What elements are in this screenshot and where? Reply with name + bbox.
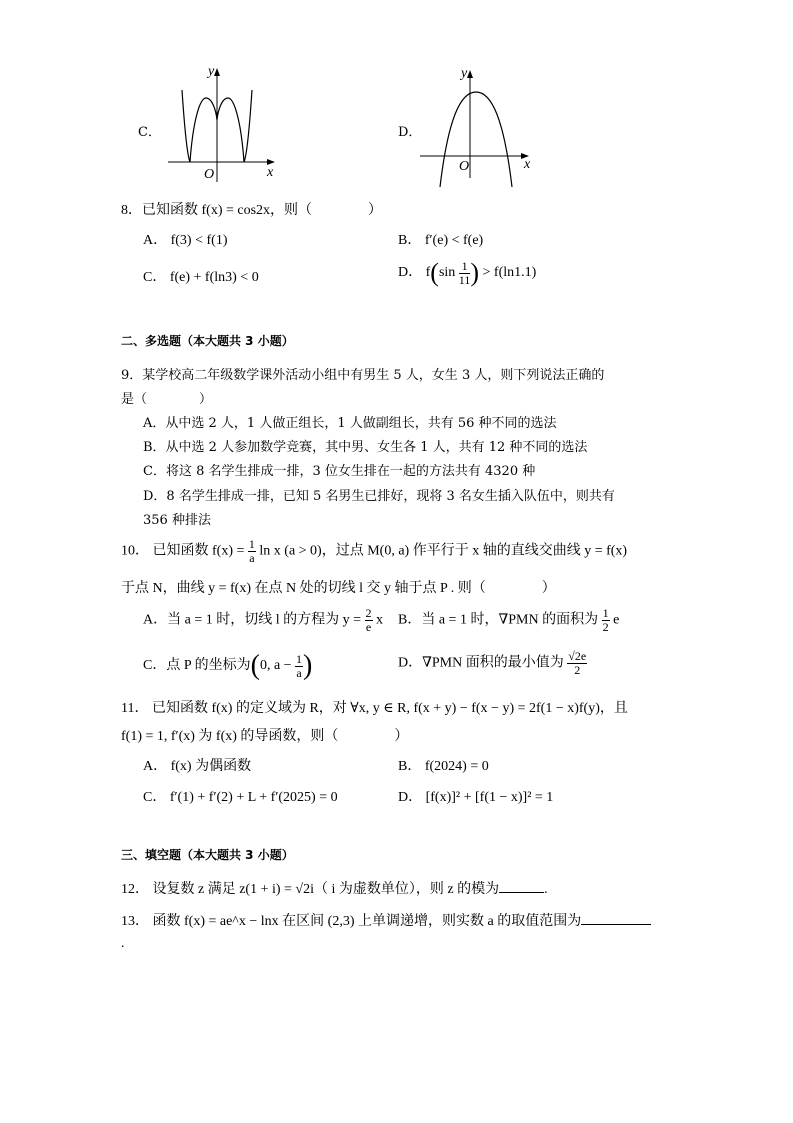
q9-option-d-line1: D．8 名学生排成一排，已知 5 名男生已排好，现将 3 名女生插入队伍中，则共有 [143,489,615,504]
graph-c [160,60,285,185]
section-2-title: 二、多选题（本大题共 3 小题） [121,334,294,348]
graph-d-origin: O [459,159,470,174]
q10-option-c: C．点 P 的坐标为(0, a − $\frac{1}{a}$ ) [143,650,313,681]
q8-option-a: A． f(3) < f(1) [143,233,228,248]
q12-text: 12． 设复数 z 满足 z(1 + i) = √2i（ i 为虚数单位），则 z 的模为 . [121,882,548,897]
section-3-title: 三、填空题（本大题共 3 小题） [121,848,294,862]
q9-option-a: A．从中选 2 人，1 人做正组长，1 人做副组长，共有 56 种不同的选法 [143,416,557,431]
q11-option-b: B． f(2024) = 0 [398,759,489,774]
q13-text: 13． 函数 f(x) = ae^x − lnx 在区间 (2,3) 上单调递增，则实数 a 的取值范围为 [121,910,651,930]
q8-option-b: B． f′(e) < f(e) [398,233,484,248]
option-c-label: C． [138,125,161,140]
q11-stem-line1: 11． 已知函数 f(x) 的定义域为 R，对 ∀x, y ∈ R, f(x + y) − f(x − y) = 2f(1 − x)f(y)，且 [121,701,628,716]
option-d-label: D． [398,125,422,140]
q9-stem-line2: 是（ ） [121,392,213,407]
q10-stem-line1: 10． 已知函数 f(x) = $\frac{1}{a}$ ln x (a > 0)，过点 M(0, a) 作平行于 x 轴的直线交曲线 y = f(x) [121,537,628,565]
graph-c-y-label: y [208,64,215,79]
q10-option-b: B．当 a = 1 时，∇PMN 的面积为 $\frac{1}{2}$ e [398,606,620,634]
q8-option-d: D． f(sin $\frac{1}{11}$ ) > f(ln1.1) [398,258,537,287]
q11-stem-line2: f(1) = 1, f′(x) 为 f(x) 的导函数，则（ ） [121,729,409,744]
graph-d-curve [440,92,512,187]
q11-option-a: A． f(x) 为偶函数 [143,759,252,774]
q11-option-c: C． f′(1) + f′(2) + L + f′(2025) = 0 [143,790,338,805]
q10-option-a: A．当 a = 1 时，切线 l 的方程为 y = $\frac{2}{e}$ x [143,606,384,634]
graph-c-origin: O [204,167,215,182]
graph-d-x-label: x [524,157,531,172]
q9-option-d-line2: 356 种排法 [143,513,211,528]
graph-d [418,60,543,190]
q9-option-b: B．从中选 2 人参加数学竞赛，其中男、女生各 1 人，共有 12 种不同的选法 [143,440,588,455]
q9-stem-line1: 9．某学校高二年级数学课外活动小组中有男生 5 人，女生 3 人，则下列说法正确的 [121,368,605,383]
q9-option-c: C．将这 8 名学生排成一排，3 位女生排在一起的方法共有 4320 种 [143,464,536,479]
q8-stem: 8．已知函数 f(x) = cos2x，则（ ） [121,203,383,218]
q13-end: . [121,936,125,951]
graph-d-y-label: y [461,66,468,81]
graph-c-x-label: x [267,165,274,180]
q11-option-d: D． [f(x)]² + [f(1 − x)]² = 1 [398,790,554,805]
q10-stem-line2: 于点 N，曲线 y = f(x) 在点 N 处的切线 l 交 y 轴于点 P . 则（ ） [121,581,556,596]
q8-option-c: C． f(e) + f(ln3) < 0 [143,270,259,285]
q10-option-d: D．∇PMN 面积的最小值为 $\frac{√2e}{2}$ [398,649,587,677]
